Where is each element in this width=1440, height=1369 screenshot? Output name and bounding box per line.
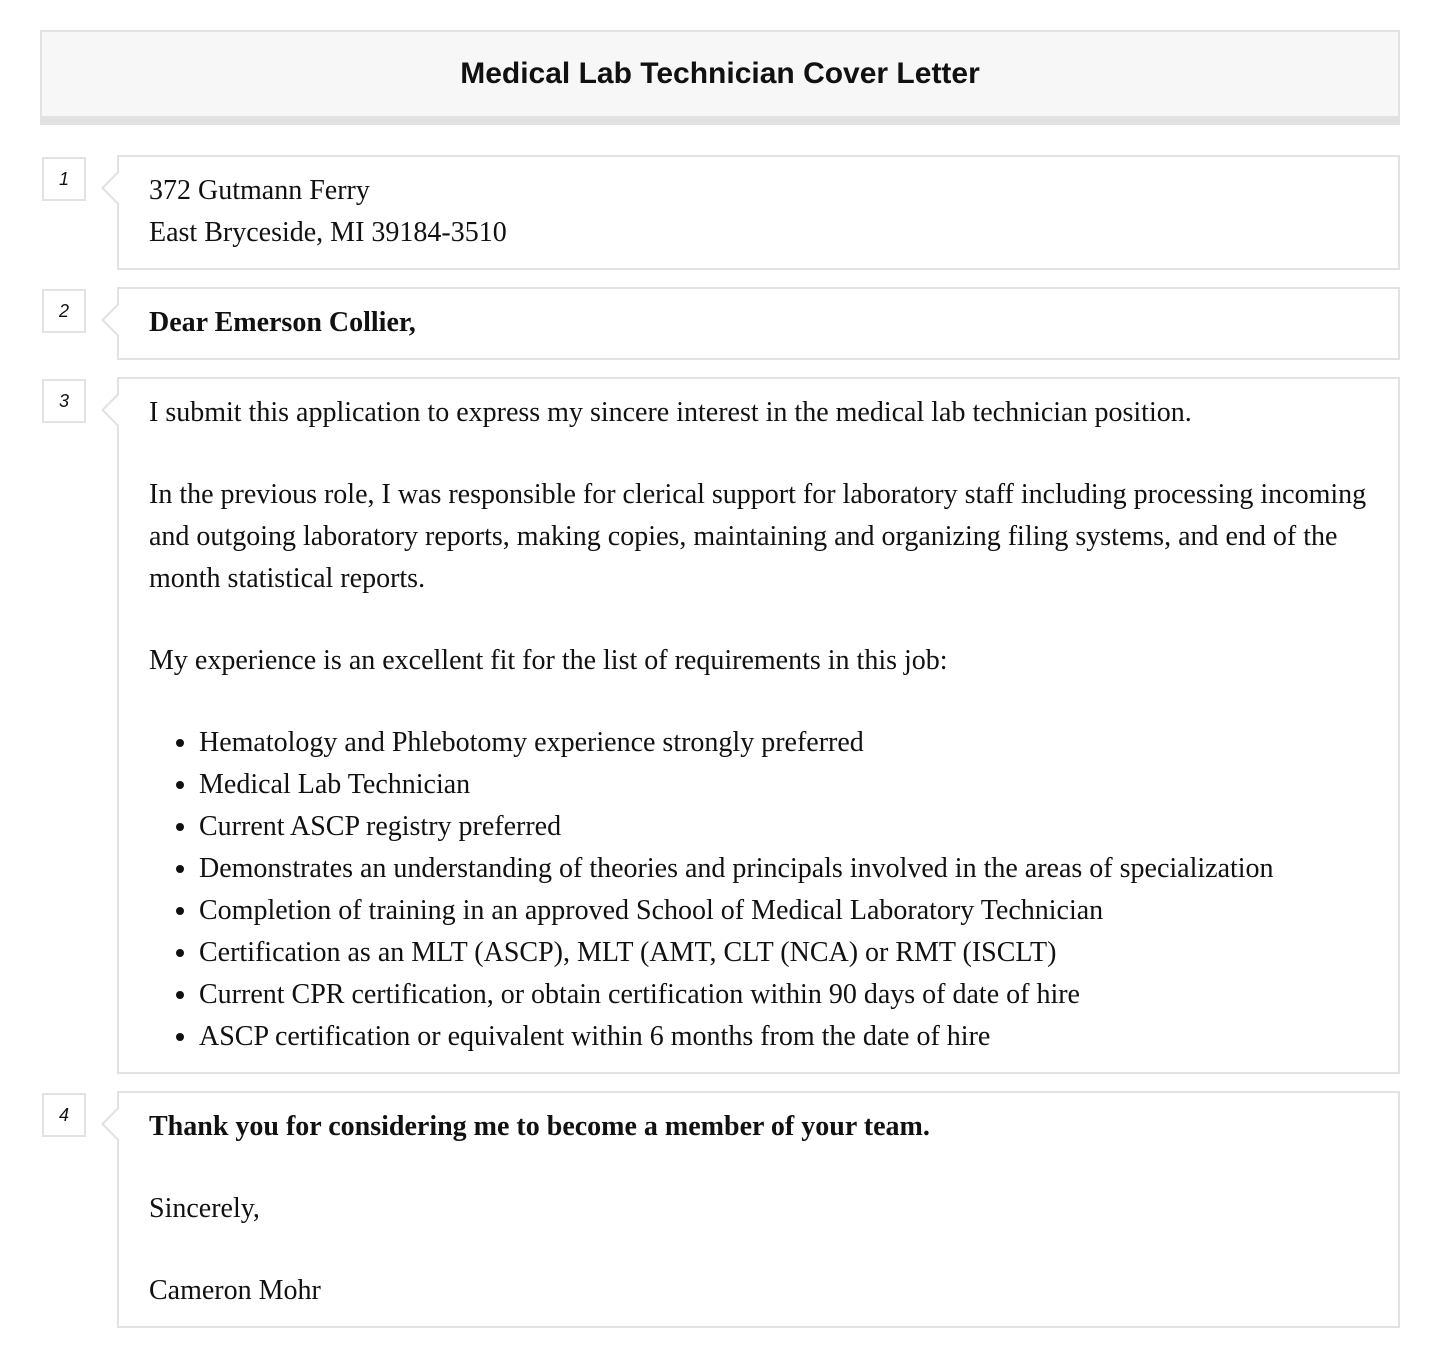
list-item: • Medical Lab Technician xyxy=(199,764,1368,806)
section-number: 1 xyxy=(42,157,86,201)
greeting: Dear Emerson Collier, xyxy=(149,307,416,338)
intro-paragraph: I submit this application to express my sincere interest in the medical lab technician position. xyxy=(149,397,1192,428)
section-card xyxy=(117,377,1400,1074)
section-card xyxy=(117,287,1400,360)
section-card xyxy=(117,155,1400,270)
section-number: 3 xyxy=(42,379,86,423)
list-item: • Current ASCP registry preferred xyxy=(199,806,1368,848)
requirements-list xyxy=(149,722,1368,1058)
section-greeting xyxy=(42,287,1400,360)
thanks-text: Thank you for considering me to become a member of your team. xyxy=(149,1111,930,1142)
list-item: • ASCP certification or equivalent within 6 months from the date of hire xyxy=(199,1016,1368,1058)
address-line-1: 372 Gutmann Ferry xyxy=(149,175,370,206)
section-card xyxy=(117,1091,1400,1328)
closing-text: Sincerely, xyxy=(149,1193,260,1224)
list-item: • Hematology and Phlebotomy experience strongly preferred xyxy=(199,722,1368,764)
list-item: • Certification as an MLT (ASCP), MLT (AMT, CLT (NCA) or RMT (ISCLT) xyxy=(199,932,1368,974)
fit-paragraph: My experience is an excellent fit for the list of requirements in this job: xyxy=(149,645,948,676)
experience-paragraph: In the previous role, I was responsible for clerical support for laboratory staff including processing incoming and outgoing laboratory reports, making copies, maintaining and organizing filing systems, and end of the month statistical reports. xyxy=(149,479,1367,594)
signature: Cameron Mohr xyxy=(149,1275,321,1306)
section-number: 4 xyxy=(42,1093,86,1137)
address-line-2: East Bryceside, MI 39184-3510 xyxy=(149,217,507,248)
section-address xyxy=(42,155,1400,270)
list-item: • Current CPR certification, or obtain certification within 90 days of date of hire xyxy=(199,974,1368,1016)
list-item: • Demonstrates an understanding of theories and principals involved in the areas of specialization xyxy=(199,848,1368,890)
list-item: • Completion of training in an approved School of Medical Laboratory Technician xyxy=(199,890,1368,932)
section-number: 2 xyxy=(42,289,86,333)
page-header xyxy=(40,30,1400,125)
section-body xyxy=(42,377,1400,1074)
section-closing xyxy=(42,1091,1400,1328)
page-title: Medical Lab Technician Cover Letter xyxy=(460,57,980,90)
